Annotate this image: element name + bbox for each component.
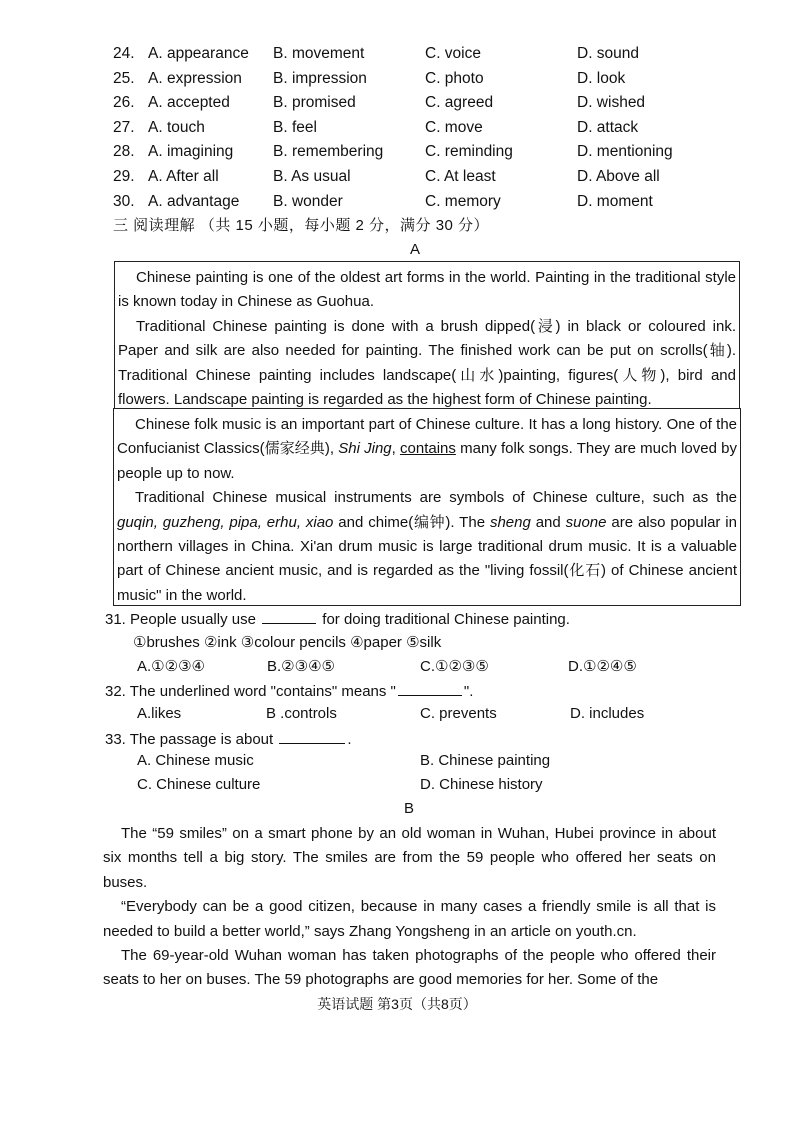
option-b: B. feel [273,118,317,136]
option-32-a: A.likes [137,705,182,722]
passage-b [103,822,716,993]
option-a: A. advantage [148,192,240,210]
question-number: 25. [113,69,135,87]
option-33-b: B. Chinese painting [420,752,551,769]
answer-blank [279,729,345,744]
option-32-d: D. includes [570,705,645,722]
passage-b-paragraph-3: The 69-year-old Wuhan woman has taken photographs of the people who offered their seats to her on buses. The 59 photographs are good memories for her. Some of the [103,947,716,989]
option-c: C. agreed [425,94,494,112]
option-32-c: C. prevents [420,705,497,722]
option-c: C. reminding [425,143,513,161]
passage-b-paragraph-2: “Everybody can be a good citizen, because in many cases a friendly smile is all that is needed to build a better world,” says Zhang Yongsheng in an article on youth.cn. [103,898,716,940]
section-heading: 三 阅读理解 （共 15 小题，每小题 2 分，满分 30 分） [113,217,490,234]
question-number: 30. [113,192,135,210]
question-number: 27. [113,118,135,136]
option-d: D. mentioning [577,143,673,161]
option-c: C. At least [425,167,496,185]
answer-blank [398,681,462,696]
question-number: 26. [113,94,135,112]
passage-b-paragraph-1: The “59 smiles” on a smart phone by an old woman in Wuhan, Hubei province in about six months tell a big story. The smiles are from the 59 people who offered her seats on buses. [103,825,716,891]
option-a: A. After all [148,167,219,185]
option-d: D. wished [577,94,646,112]
option-33-d: D. Chinese history [420,776,543,793]
question-number: 28. [113,143,135,161]
option-b: B. impression [273,69,367,87]
option-c: C. voice [425,45,481,62]
option-31-a: A.①②③④ [137,658,205,675]
question-32: 32. The underlined word "contains" means " ". [105,683,474,700]
page-footer: 英语试题 第3页（共8页） [317,996,477,1012]
option-32-b: B .controls [266,705,337,722]
option-b: B. promised [273,94,356,112]
option-c: C. move [425,118,483,136]
option-a: A. imagining [148,143,234,161]
option-c: C. memory [425,192,501,210]
music-paragraph-1: Chinese folk music is an important part of Chinese culture. It has a long history. One of the Confucianist Classics(儒家经典), Shi Jing, contains many folk songs. They are much loved by people up to now. [117,416,737,482]
option-a: A. accepted [148,94,230,112]
option-b: B. As usual [273,167,351,185]
option-b: B. remembering [273,143,384,161]
option-a: A. appearance [148,45,249,62]
passage-a-label: A [410,241,421,258]
answer-blank [262,609,316,624]
option-b: B. movement [273,45,365,62]
question-number: 24. [113,45,135,62]
question-31-items: ①brushes ②ink ③colour pencils ④paper ⑤silk [133,634,442,651]
option-33-a: A. Chinese music [137,752,254,769]
option-31-d: D.①②④⑤ [568,658,637,675]
question-31: 31. People usually use for doing traditional Chinese painting. [105,611,570,628]
option-d: D. moment [577,192,653,210]
question-33: 33. The passage is about . [105,731,352,748]
option-a: A. expression [148,69,242,87]
painting-paragraph-2: Traditional Chinese painting is done with a brush dipped(浸) in black or coloured ink. Paper and silk are also needed for painting. The finished work can be put on scrolls(轴). Traditional Chinese painting includes landscape(山水)painting, figures(人物), bird and flowers. Landscape painting is regarded as the highest form of Chinese painting. [118,317,736,409]
music-paragraph-2: Traditional Chinese musical instruments are symbols of Chinese culture, such as the guqin, guzheng, pipa, erhu, xiao and chime(编钟). The sheng and suone are also popular in northern villages in China. Xi'an drum music is large traditional drum music. It is a valuable part of Chinese ancient music, and is regarded as the "living fossil(化石) of Chinese ancient music" in the world. [117,489,737,604]
question-number: 29. [113,167,135,185]
underlined-word-contains: contains [400,440,456,458]
option-d: D. look [577,69,626,87]
painting-paragraph-1: Chinese painting is one of the oldest art forms in the world. Painting in the traditional style is known today in Chinese as Guohua. [118,269,736,311]
option-d: D. attack [577,118,639,136]
option-d: D. Above all [577,167,660,185]
passage-b-label: B [404,800,415,817]
option-c: C. photo [425,69,484,87]
option-d: D. sound [577,45,640,62]
option-31-b: B.②③④⑤ [267,658,335,675]
option-b: B. wonder [273,192,343,210]
passage-a-painting-box [114,261,740,409]
option-31-c: C.①②③⑤ [420,658,489,675]
option-33-c: C. Chinese culture [137,776,261,793]
passage-a-music-box [113,408,741,606]
option-a: A. touch [148,118,205,136]
